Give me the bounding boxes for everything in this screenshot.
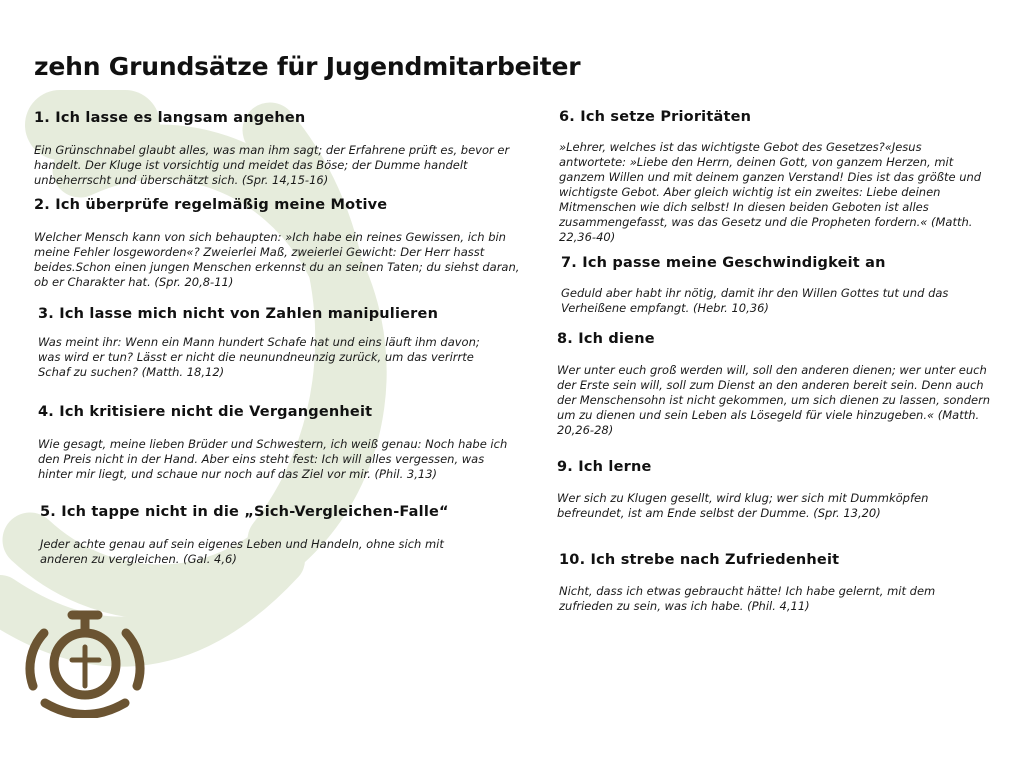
principle-verse: Welcher Mensch kann von sich behaupten: »Ich habe ein reines Gewissen, ich bin meine Fehler losgeworden«? Zweierlei Maß, zweierlei Gewicht: Der Herr hasst beides.Schon einen jungen Menschen erkennst du an seinen Taten; du siehst daran, ob er Charakter hat. (Spr. 20,8-11) <box>34 230 520 289</box>
stopwatch-cross-logo-icon <box>14 608 156 718</box>
principle-1 <box>34 110 534 188</box>
principle-heading: 10. Ich strebe nach Zufriedenheit <box>559 552 840 568</box>
principle-verse: Was meint ihr: Wenn ein Mann hundert Schafe hat und eins läuft ihm davon; was wird er tun? Lässt er nicht die neunundneunzig zurück, um das verirrte Schaf zu suchen? (Matth. 18,12) <box>38 335 480 379</box>
principle-heading: 8. Ich diene <box>557 331 655 347</box>
principle-verse: Wer unter euch groß werden will, soll den anderen dienen; wer unter euch der Erste sein will, soll zum Dienst an den anderen bereit sein. Denn auch der Menschensohn ist nicht gekommen, um sich dienen zu lassen, sondern um zu dienen und sein Leben als Lösegeld für viele hinzugeben.« (Matth. 20,26-28) <box>557 363 991 437</box>
principle-heading: 2. Ich überprüfe regelmäßig meine Motive <box>34 197 388 213</box>
principle-8 <box>557 331 992 438</box>
principle-4 <box>38 404 508 482</box>
page-title: zehn Grundsätze für Jugendmitarbeiter <box>34 52 581 81</box>
principle-verse: Wer sich zu Klugen gesellt, wird klug; wer sich mit Dummköpfen befreundet, ist am Ende selbst der Dumme. (Spr. 13,20) <box>557 491 929 520</box>
principle-7 <box>561 255 961 316</box>
principle-heading: 1. Ich lasse es langsam angehen <box>34 110 306 126</box>
principle-verse: Ein Grünschnabel glaubt alles, was man ihm sagt; der Erfahrene prüft es, bevor er handelt. Der Kluge ist vorsichtig und meidet das Böse; der Dumme handelt unbeherrscht und überschätzt sich. (Spr. 14,15-16) <box>34 143 510 187</box>
principle-verse: Geduld aber habt ihr nötig, damit ihr den Willen Gottes tut und das Verheißene empfangt. (Hebr. 10,36) <box>561 286 949 315</box>
principle-verse: »Lehrer, welches ist das wichtigste Gebot des Gesetzes?«Jesus antwortete: »Liebe den Herrn, deinen Gott, von ganzem Herzen, mit ganzem Willen und mit deinem ganzen Verstand! Dies ist das größte und wichtigste Gebot. Aber gleich wichtig ist ein zweites: Liebe deinen Mitmenschen wie dich selbst! In diesen beiden Geboten ist alles zusammengefasst, was das Gesetz und die Propheten fordern.« (Matth. 22,36-40) <box>559 140 982 244</box>
principle-heading: 4. Ich kritisiere nicht die Vergangenheit <box>38 404 373 420</box>
principle-heading: 3. Ich lasse mich nicht von Zahlen manipulieren <box>38 306 439 322</box>
principle-heading: 7. Ich passe meine Geschwindigkeit an <box>561 255 886 271</box>
principle-5 <box>40 504 480 567</box>
principle-heading: 5. Ich tappe nicht in die „Sich-Vergleichen-Falle“ <box>40 504 449 520</box>
principle-heading: 6. Ich setze Prioritäten <box>559 109 752 125</box>
principle-10 <box>559 552 969 614</box>
principle-verse: Jeder achte genau auf sein eigenes Leben und Handeln, ohne sich mit anderen zu vergleichen. (Gal. 4,6) <box>40 537 444 566</box>
principle-9 <box>557 459 977 521</box>
principle-2 <box>34 197 534 290</box>
principle-verse: Nicht, dass ich etwas gebraucht hätte! Ich habe gelernt, mit dem zufrieden zu sein, was ich habe. (Phil. 4,11) <box>559 584 936 613</box>
principle-6 <box>559 109 989 245</box>
principle-3 <box>38 306 493 380</box>
principle-verse: Wie gesagt, meine lieben Brüder und Schwestern, ich weiß genau: Noch habe ich den Preis nicht in der Hand. Aber eins steht fest: Ich will alles vergessen, was hinter mir liegt, und schaue nur noch auf das Ziel vor mir. (Phil. 3,13) <box>38 437 508 481</box>
principle-heading: 9. Ich lerne <box>557 459 652 475</box>
